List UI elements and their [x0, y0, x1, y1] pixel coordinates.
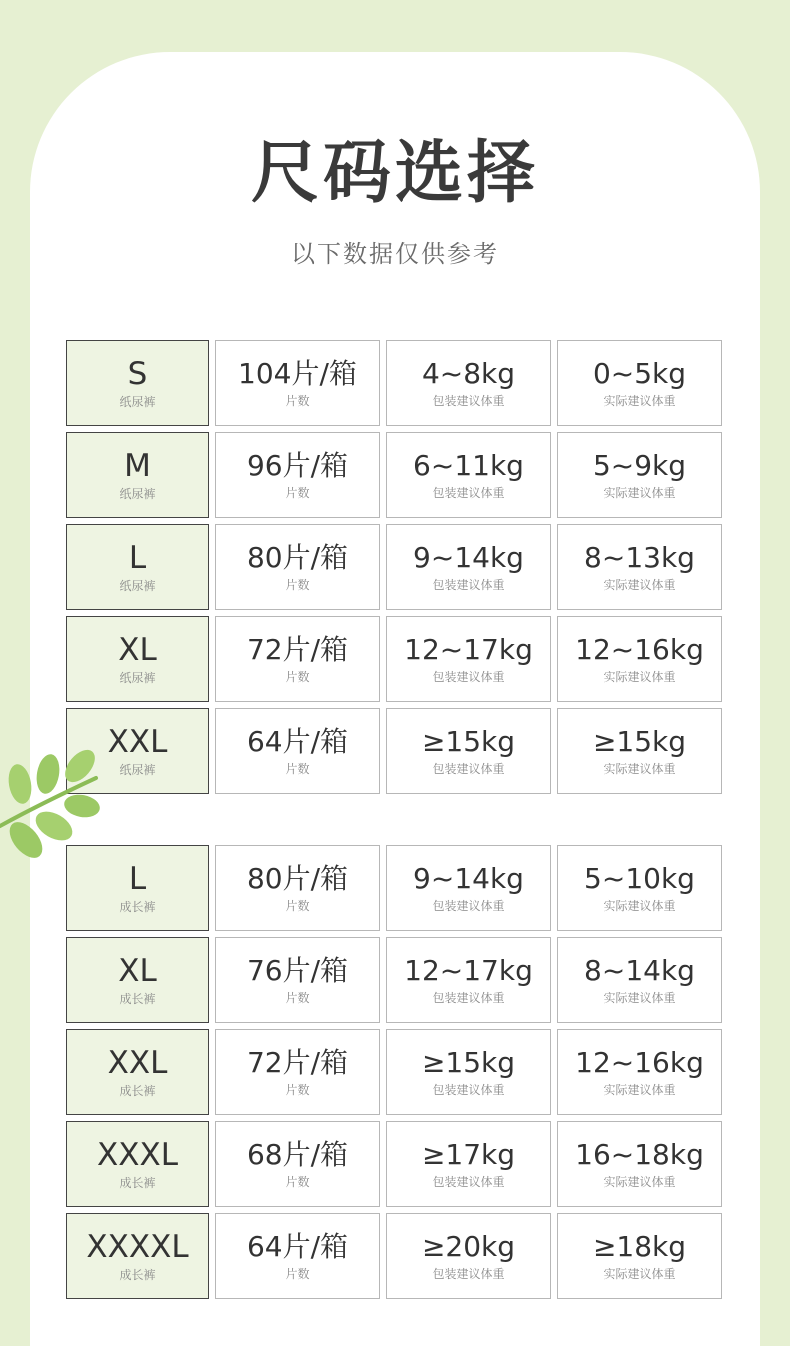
count-cell-label: 片数 [285, 991, 310, 1005]
actual-weight-cell-label: 实际建议体重 [603, 899, 676, 913]
actual-weight-cell [557, 432, 722, 518]
pants-size-table [66, 845, 722, 1299]
count-cell [215, 1029, 380, 1115]
pack-weight-cell-label: 包装建议体重 [432, 899, 505, 913]
pack-weight-cell [386, 432, 551, 518]
size-cell [66, 1121, 209, 1207]
actual-weight-cell-label: 实际建议体重 [603, 1083, 676, 1097]
count-cell-value: 80片/箱 [246, 862, 349, 895]
pack-weight-cell-value: 4~8kg [421, 357, 516, 390]
actual-weight-cell-label: 实际建议体重 [603, 486, 676, 500]
count-cell-label: 片数 [285, 670, 310, 684]
actual-weight-cell [557, 340, 722, 426]
actual-weight-cell-value: 8~14kg [584, 954, 695, 987]
size-cell [66, 937, 209, 1023]
pack-weight-cell [386, 845, 551, 931]
size-cell [66, 524, 209, 610]
count-cell-value: 80片/箱 [246, 541, 349, 574]
actual-weight-cell-label: 实际建议体重 [603, 1267, 676, 1281]
pack-weight-cell [386, 1213, 551, 1299]
actual-weight-cell [557, 1213, 722, 1299]
count-cell-value: 72片/箱 [246, 633, 349, 666]
count-cell-value: 64片/箱 [246, 725, 349, 758]
pack-weight-cell-label: 包装建议体重 [432, 394, 505, 408]
actual-weight-cell [557, 616, 722, 702]
pack-weight-cell-value: ≥15kg [421, 725, 516, 758]
count-cell-label: 片数 [285, 762, 310, 776]
size-cell-value: M [124, 448, 151, 484]
actual-weight-cell-label: 实际建议体重 [603, 762, 676, 776]
actual-weight-cell-value: 16~18kg [575, 1138, 704, 1171]
actual-weight-cell [557, 937, 722, 1023]
count-cell-value: 104片/箱 [238, 357, 357, 390]
count-cell-label: 片数 [285, 578, 310, 592]
count-cell-label: 片数 [285, 394, 310, 408]
count-cell-label: 片数 [285, 1267, 310, 1281]
size-cell [66, 1213, 209, 1299]
actual-weight-cell-value: 5~10kg [584, 862, 695, 895]
size-cell-value: XXXXL [86, 1229, 189, 1265]
size-cell-label: 纸尿裤 [119, 395, 156, 409]
actual-weight-cell-label: 实际建议体重 [603, 578, 676, 592]
page-title: 尺码选择 [250, 134, 539, 213]
size-cell-value: XXXL [97, 1137, 178, 1173]
pack-weight-cell-label: 包装建议体重 [432, 762, 505, 776]
size-cell-value: XL [118, 632, 157, 668]
actual-weight-cell-value: 5~9kg [592, 449, 687, 482]
actual-weight-cell [557, 524, 722, 610]
pack-weight-cell [386, 524, 551, 610]
size-cell [66, 616, 209, 702]
size-cell-value: S [127, 356, 148, 392]
count-cell-value: 68片/箱 [246, 1138, 349, 1171]
size-cell [66, 1029, 209, 1115]
pack-weight-cell-value: ≥20kg [421, 1230, 516, 1263]
pack-weight-cell-value: 6~11kg [413, 449, 524, 482]
actual-weight-cell [557, 1029, 722, 1115]
pack-weight-cell [386, 937, 551, 1023]
actual-weight-cell-label: 实际建议体重 [603, 394, 676, 408]
size-cell-value: XXL [107, 724, 168, 760]
count-cell-value: 76片/箱 [246, 954, 349, 987]
leaf-sprig-icon [0, 748, 110, 868]
size-cell [66, 432, 209, 518]
count-cell [215, 1121, 380, 1207]
actual-weight-cell-value: ≥18kg [592, 1230, 687, 1263]
count-cell [215, 708, 380, 794]
count-cell-label: 片数 [285, 899, 310, 913]
actual-weight-cell [557, 708, 722, 794]
count-cell [215, 432, 380, 518]
actual-weight-cell [557, 1121, 722, 1207]
pack-weight-cell-label: 包装建议体重 [432, 991, 505, 1005]
count-cell-value: 96片/箱 [246, 449, 349, 482]
pack-weight-cell-label: 包装建议体重 [432, 1267, 505, 1281]
pack-weight-cell [386, 616, 551, 702]
pack-weight-cell-label: 包装建议体重 [432, 1083, 505, 1097]
actual-weight-cell-label: 实际建议体重 [603, 670, 676, 684]
pack-weight-cell-value: 9~14kg [413, 862, 524, 895]
count-cell [215, 340, 380, 426]
pack-weight-cell-value: ≥17kg [421, 1138, 516, 1171]
actual-weight-cell-label: 实际建议体重 [603, 991, 676, 1005]
size-cell-label: 纸尿裤 [119, 671, 156, 685]
actual-weight-cell-value: 12~16kg [575, 1046, 704, 1079]
page-subtitle: 以下数据仅供参考 [291, 240, 499, 268]
pack-weight-cell-value: 12~17kg [404, 954, 533, 987]
count-cell-value: 64片/箱 [246, 1230, 349, 1263]
pack-weight-cell-value: ≥15kg [421, 1046, 516, 1079]
count-cell [215, 524, 380, 610]
size-cell-label: 成长裤 [119, 1176, 156, 1190]
size-cell-value: L [128, 540, 147, 576]
pack-weight-cell-label: 包装建议体重 [432, 578, 505, 592]
size-cell-label: 成长裤 [119, 1268, 156, 1282]
count-cell-label: 片数 [285, 1083, 310, 1097]
size-cell-label: 纸尿裤 [119, 763, 156, 777]
count-cell [215, 937, 380, 1023]
size-cell [66, 340, 209, 426]
actual-weight-cell-value: ≥15kg [592, 725, 687, 758]
size-cell-value: L [128, 861, 147, 897]
size-cell-label: 成长裤 [119, 900, 156, 914]
actual-weight-cell-value: 0~5kg [592, 357, 687, 390]
pack-weight-cell [386, 1029, 551, 1115]
count-cell [215, 845, 380, 931]
count-cell-value: 72片/箱 [246, 1046, 349, 1079]
size-cell-value: XL [118, 953, 157, 989]
pack-weight-cell-label: 包装建议体重 [432, 1175, 505, 1189]
count-cell [215, 616, 380, 702]
pack-weight-cell-value: 12~17kg [404, 633, 533, 666]
actual-weight-cell [557, 845, 722, 931]
actual-weight-cell-value: 12~16kg [575, 633, 704, 666]
size-cell-label: 成长裤 [119, 992, 156, 1006]
actual-weight-cell-label: 实际建议体重 [603, 1175, 676, 1189]
actual-weight-cell-value: 8~13kg [584, 541, 695, 574]
size-cell-label: 纸尿裤 [119, 579, 156, 593]
diaper-size-table [66, 340, 722, 794]
pack-weight-cell [386, 340, 551, 426]
count-cell [215, 1213, 380, 1299]
pack-weight-cell [386, 1121, 551, 1207]
pack-weight-cell-label: 包装建议体重 [432, 486, 505, 500]
size-cell-value: XXL [107, 1045, 168, 1081]
size-cell-label: 成长裤 [119, 1084, 156, 1098]
pack-weight-cell-value: 9~14kg [413, 541, 524, 574]
size-cell-label: 纸尿裤 [119, 487, 156, 501]
count-cell-label: 片数 [285, 486, 310, 500]
count-cell-label: 片数 [285, 1175, 310, 1189]
pack-weight-cell [386, 708, 551, 794]
pack-weight-cell-label: 包装建议体重 [432, 670, 505, 684]
